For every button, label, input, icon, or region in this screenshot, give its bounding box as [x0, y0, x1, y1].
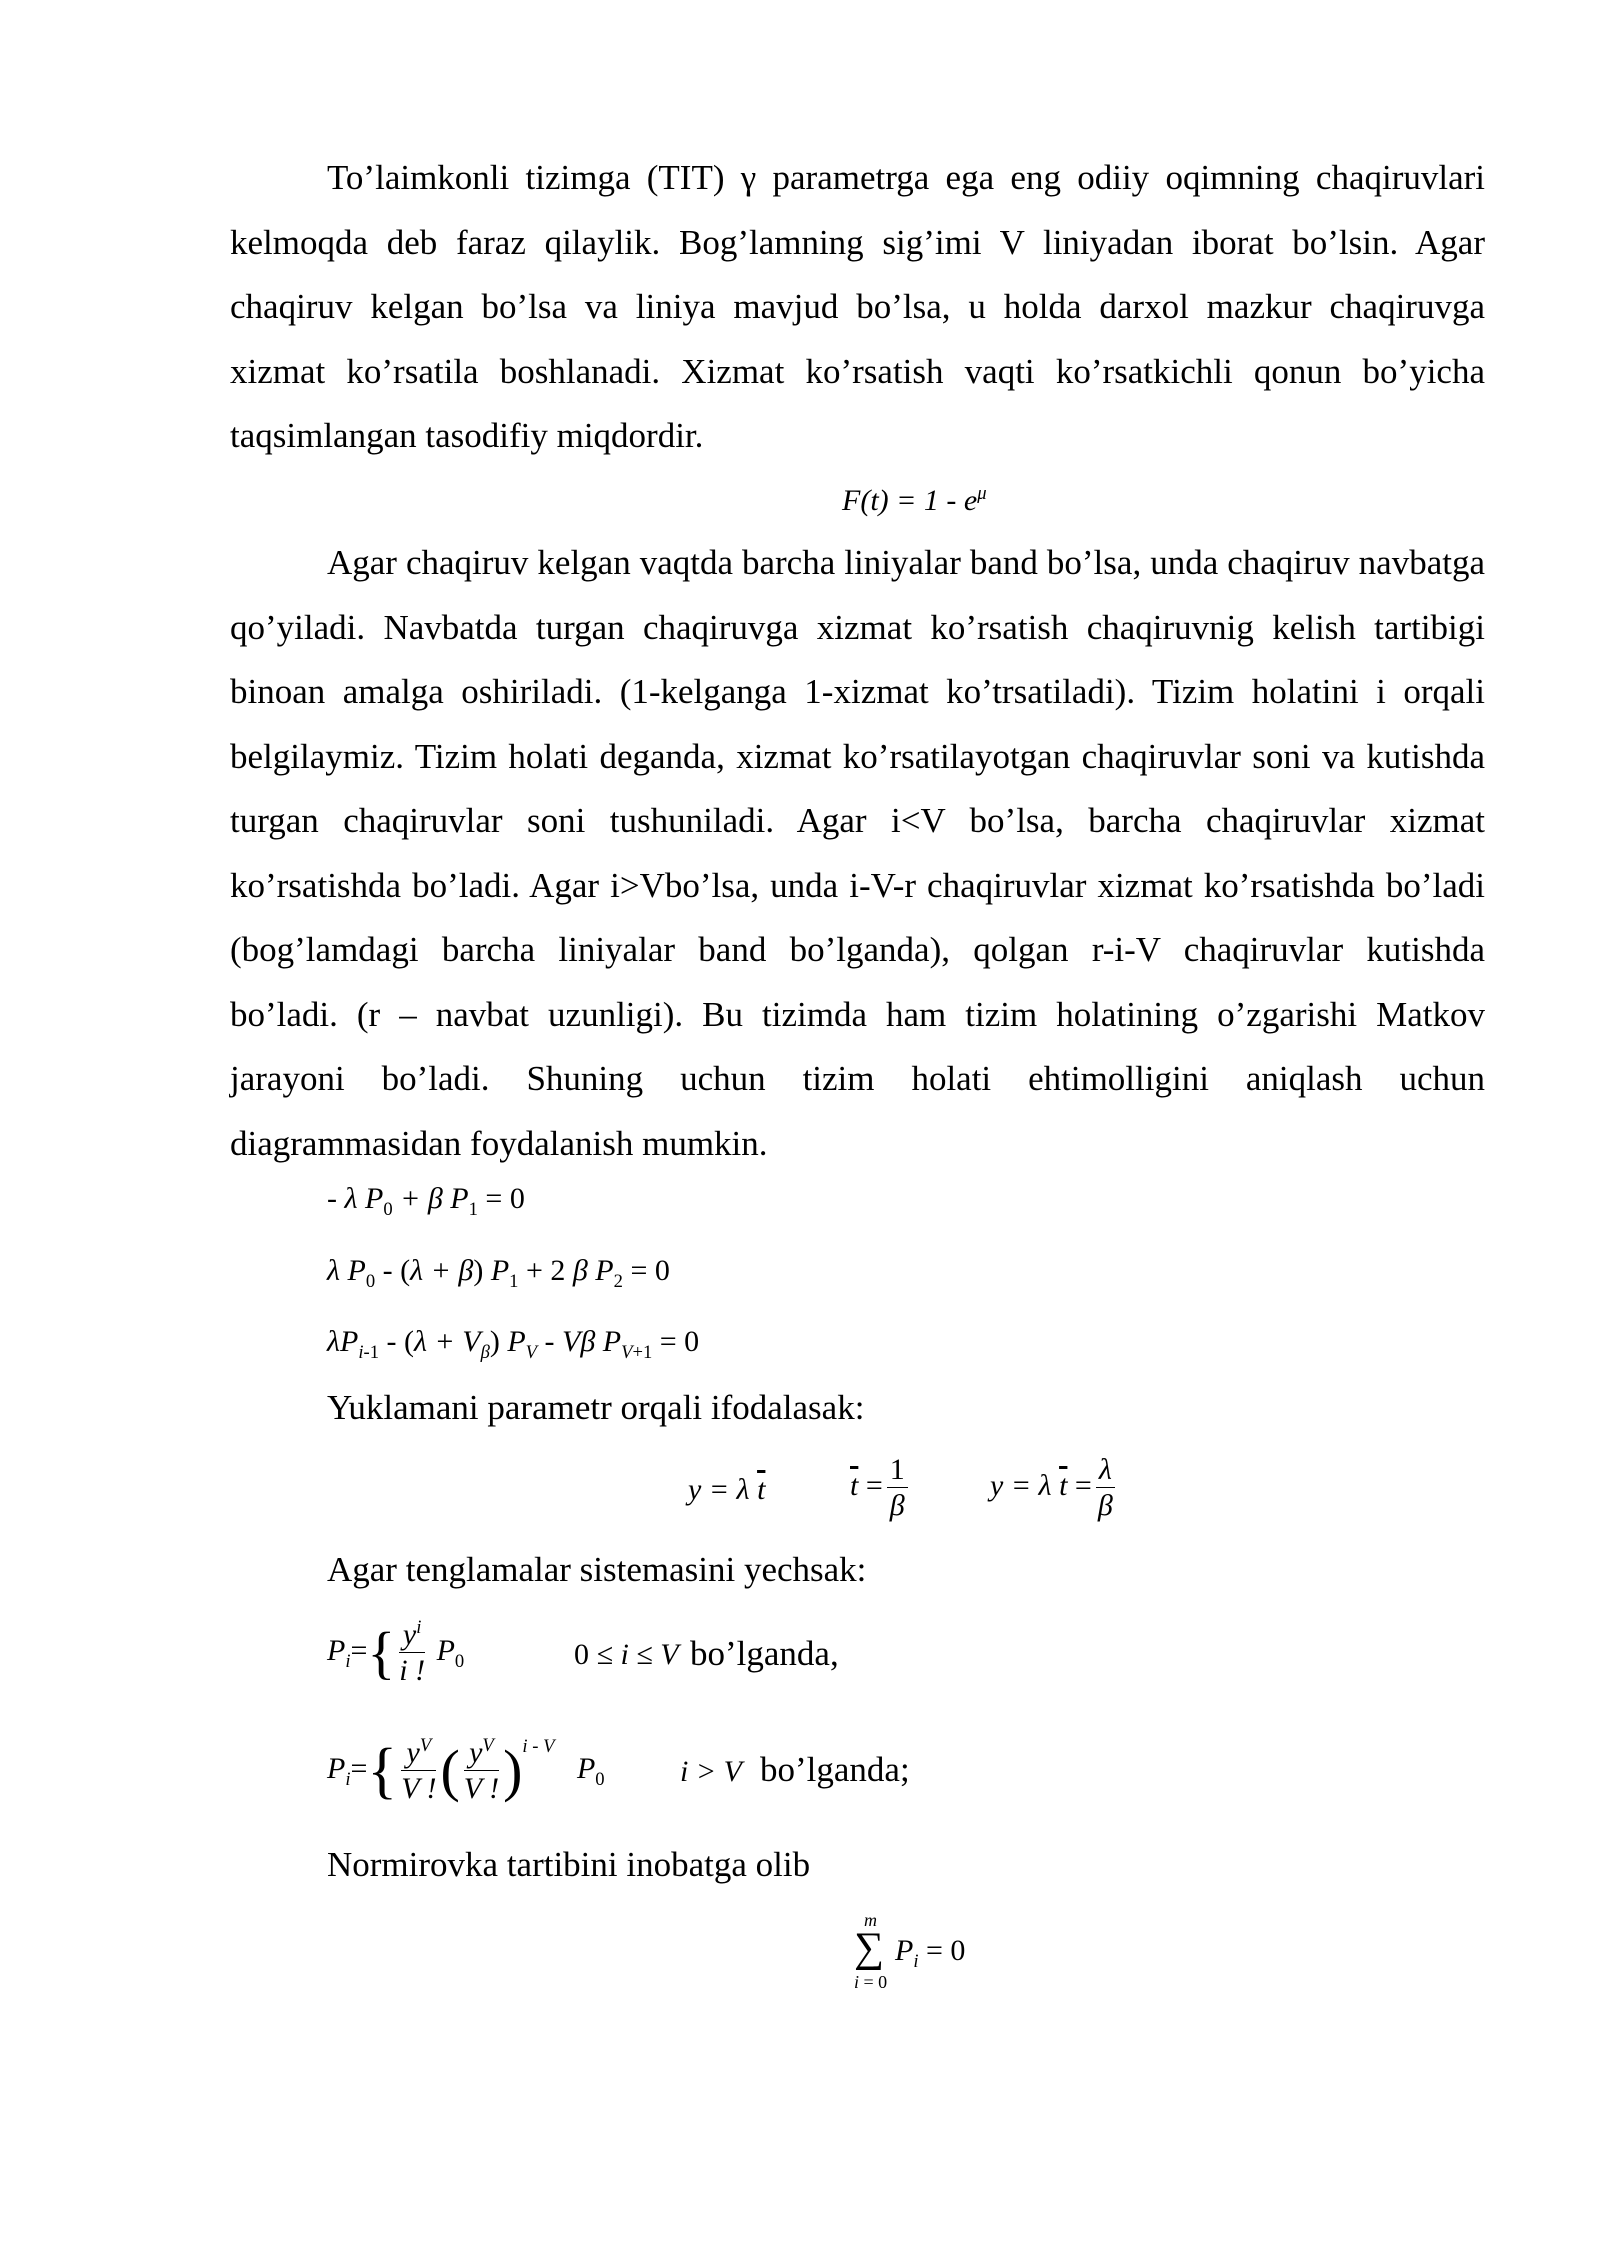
paragraph-intro-rest: chaqiruvlari kelmoqda deb faraz qilaylik. Bog’lamning sig’imi V liniyadan iborat bo’lsin. Agar chaqiruv kelgan bo’lsa va liniya mavjud bo’lsa, u holda darxol mazkur chaqiruvga xizmat ko’rsatila boshlanadi. Xizmat ko’rsatish vaqti ko’rsatkichli qonun bo’yicha taqsimlangan tasodifiy miqdordir. — [230, 158, 1485, 455]
condition-1: 0 ≤ i ≤ V — [574, 1638, 679, 1671]
formula-Pi-case2: $P_i=${ $\frac{y^V}{V !}$ ( $\frac{y^V}{V !}$ )$^{i - V}$ $P_0$ — [327, 1735, 605, 1805]
text-normirovka: Normirovka tartibini inobatga olib — [327, 1845, 811, 1884]
condition-2: i > V — [680, 1755, 742, 1788]
equation-3: $\lambda P_{i-1} - (\lambda + V_\beta)$ $P_V$ - Vβ $P_{V+1} = 0$ — [327, 1325, 700, 1363]
text-yuklamani: Yuklamani parametr orqali ifodalasak: — [327, 1388, 865, 1427]
paragraph-queue — [230, 531, 1485, 1176]
equation-2: λ $P_0 - (\lambda + \beta) P_1 + 2$ β $P_2 = 0$ — [327, 1254, 670, 1292]
paragraph-intro — [230, 146, 1485, 469]
formula-normalization: m ∑ i = 0 $P_i = 0$ — [854, 1910, 966, 1992]
formula-load-ratio: y = λ $\overline{t}$ = $\frac{\lambda}{\beta}$ — [990, 1455, 1119, 1521]
formula-load: y = λ $\overline{t}$ — [688, 1473, 766, 1506]
text-condition-1: bo’lganda, — [690, 1634, 839, 1673]
paragraph-queue-line1: Agar chaqiruv kelgan vaqtda barcha liniyalar band bo’lsa, unda chaqiruv — [327, 543, 1350, 582]
formula-Pi-case1: $P_i=${ $\frac{y^i}{i !}$ $P_0$ — [327, 1617, 465, 1687]
text-agar-tenglamalar: Agar tenglamalar sistemasini yechsak: — [327, 1550, 867, 1589]
text-condition-2: bo’lganda; — [760, 1750, 910, 1789]
paragraph-intro-line1: To’laimkonli tizimga (TIT) γ parametrga ega eng odiiy oqimning — [327, 158, 1300, 197]
paragraph-queue-rest: navbatga qo’yiladi. Navbatda turgan chaqiruvga xizmat ko’rsatish chaqiruvnig kelish tartibigi binoan amalga oshiriladi. (1-kelganga 1-xizmat ko’trsatiladi). Tizim holatini i orqali belgilaymiz. Tizim holati deganda, xizmat ko’rsatilayotgan chaqiruvlar soni va kutishda turgan chaqiruvlar soni tushuniladi. Agar i<V bo’lsa, barcha chaqiruvlar xizmat ko’rsatishda bo’ladi. Agar i>Vbo’lsa, unda i-V-r chaqiruvlar xizmat ko’rsatishda bo’ladi (bog’lamdagi barcha liniyalar band bo’lganda), qolgan r-i-V chaqiruvlar kutishda bo’ladi. (r – navbat uzunligi). Bu tizimda ham tizim holatining o’zgarishi Matkov jarayoni bo’ladi. Shuning uchun tizim holati ehtimolligini aniqlash uchun diagrammasidan foydalanish mumkin. — [230, 543, 1485, 1163]
formula-distribution: $F(t) = 1 - e^\mu$ — [842, 483, 987, 517]
formula-t-mean: $\overline{t}$ = $\frac{1}{\beta}$ — [850, 1455, 912, 1521]
equation-1: - λ $P_0 + \beta$ $P_1 = 0$ — [327, 1182, 525, 1220]
